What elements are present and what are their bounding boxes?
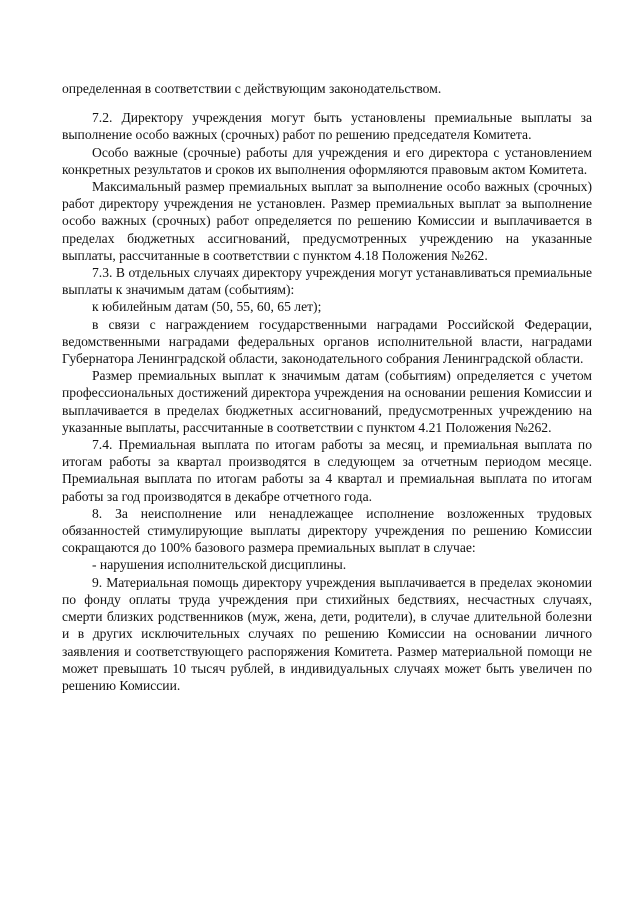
paragraph-8-item: - нарушения исполнительской дисциплины. <box>92 557 347 573</box>
paragraph-7-3-size: Размер премиальных выплат к значимым датам (событиям) определяется с учетом профессиональных достижений директора учреждения на основании решения Комиссии и выплачивается в пределах бюджетных ассигнований, предусмотренных учреждению на указанные выплаты, рассчитанные в соответствии с пунктом 4.21 Положения №262. <box>62 368 592 435</box>
paragraph-7-3-anniversary: к юбилейным датам (50, 55, 60, 65 лет); <box>92 299 322 315</box>
paragraph-7-2-work: Особо важные (срочные) работы для учреждения и его директора с установлением конкретных результатов и сроков их выполнения оформляются правовым актом Комитета. <box>62 144 592 177</box>
paragraph-7-3-awards: в связи с награждением государственными наградами Российской Федерации, ведомственными наградами федеральных органов исполнительной власти, наградами Губернатора Ленинградской области, законодательного собрания Ленинградской области. <box>62 316 592 367</box>
paragraph-9: 9. Материальная помощь директору учреждения выплачивается в пределах экономии по фонду оплаты труда учреждения при стихийных бедствиях, несчастных случаях, смерти близких родственников (муж, жена, дети, родители), в случае длительной болезни и в других исключительных случаях по решению Комиссии на основании личного заявления и соответствующего распоряжения Комитета. Размер материальной помощи не может превышать 10 тысяч рублей, в индивидуальных случаях может быть увеличен по решению Комиссии. <box>62 574 592 693</box>
paragraph-8: 8. За неисполнение или ненадлежащее исполнение возложенных трудовых обязанностей стимулирующие выплаты директору учреждения по решению Комиссии сокращаются до 100% базового размера премиальных выплат в случае: <box>62 505 592 556</box>
paragraph-continuation: определенная в соответствии с действующим законодательством. <box>62 81 442 96</box>
document-body <box>62 80 592 694</box>
paragraph-7-2-max: Максимальный размер премиальных выплат за выполнение особо важных (срочных) работ директору учреждения не установлен. Размер премиальных выплат за выполнение особо важных (срочных) работ определяется по решению Комиссии и выплачивается в пределах бюджетных ассигнований, предусмотренных учреждению на указанные выплаты, рассчитанные в соответствии с пунктом 4.18 Положения №262. <box>62 179 592 263</box>
paragraph-7-3: 7.3. В отдельных случаях директору учреждения могут устанавливаться премиальные выплаты к значимым датам (событиям): <box>62 265 592 298</box>
paragraph-7-4: 7.4. Премиальная выплата по итогам работы за месяц, и премиальная выплата по итогам работы за квартал производятся в следующем за отчетным периодом месяце. Премиальная выплата по итогам работы за 4 квартал и премиальная выплата по итогам работы за год производятся в декабре отчетного года. <box>62 437 592 504</box>
paragraph-7-2: 7.2. Директору учреждения могут быть установлены премиальные выплаты за выполнение особо важных (срочных) работ по решению председателя Комитета. <box>62 110 592 143</box>
